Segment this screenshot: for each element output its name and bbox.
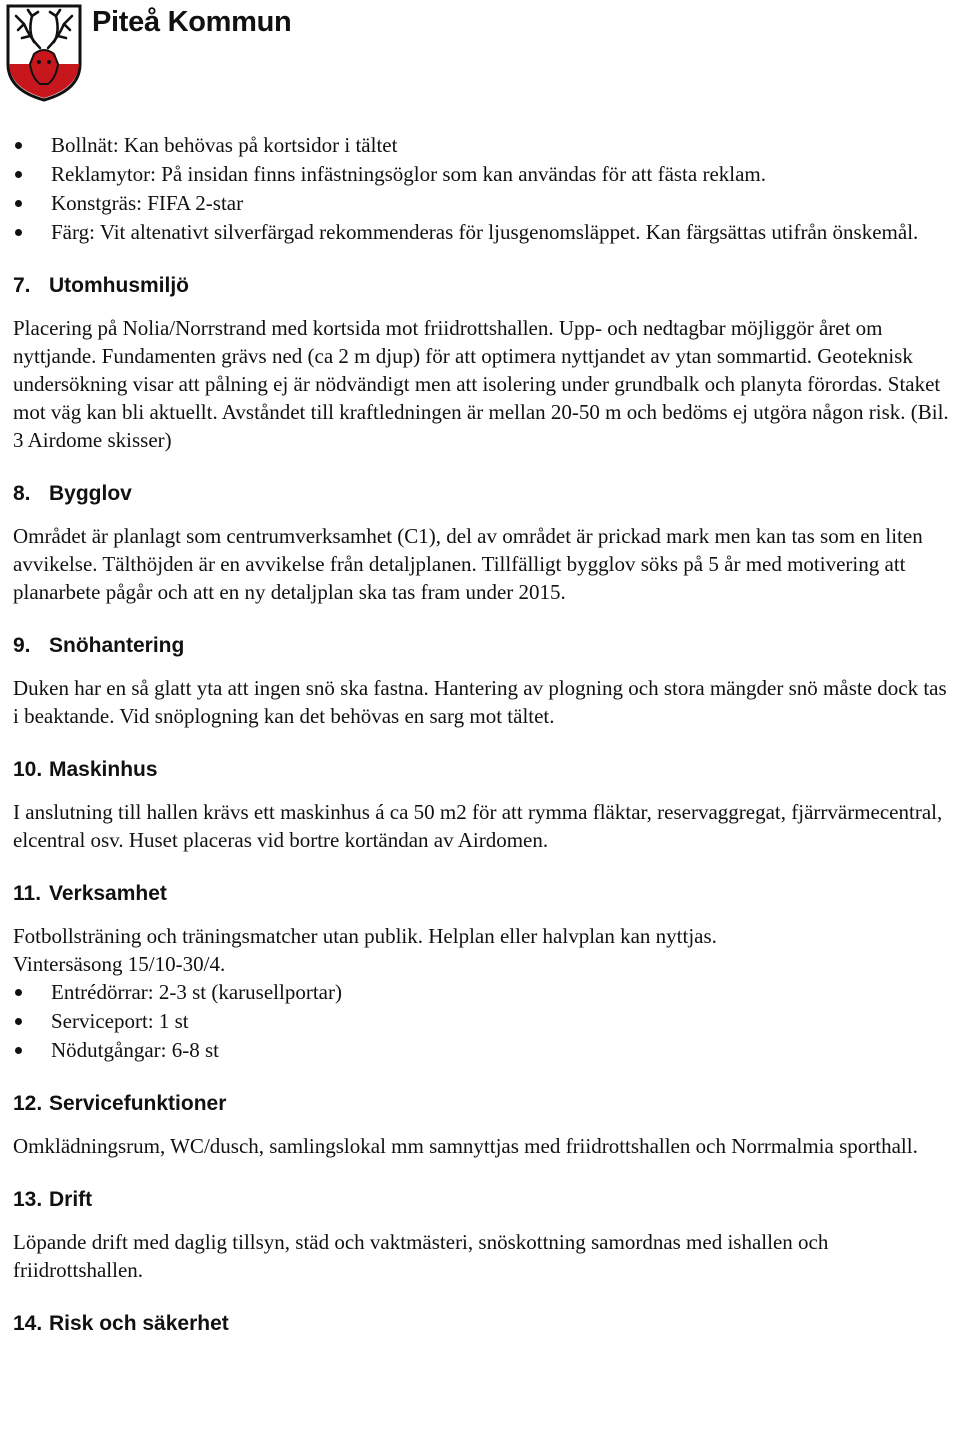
section-title: Verksamhet [49,882,167,905]
section-bygglov [13,480,951,606]
section-heading [13,272,951,300]
section-paragraph: Omklädningsrum, WC/dusch, samlingslokal mm samnyttjas med friidrottshallen och Norrmalmia sporthall. [13,1134,918,1158]
org-name: Piteå Kommun [92,6,292,38]
section-paragraph: Fotbollsträning och träningsmatcher utan publik. Helplan eller halvplan kan nyttjas. [13,924,717,948]
section-paragraph: I anslutning till hallen krävs ett maskinhus á ca 50 m2 för att rymma fläktar, reservaggregat, fjärrvärmecentral, elcentral osv. Huset placeras vid bortre kortändan av Airdomen. [13,800,943,852]
section-heading [13,880,951,908]
list-item: Färg: Vit altenativt silverfärgad rekommenderas för ljusgenomsläppet. Kan färgsättas utifrån önskemål. [13,218,951,246]
section-number: 10. [13,758,43,781]
section-number: 9. [13,634,31,657]
section-heading [13,480,951,508]
section-title: Maskinhus [49,758,158,781]
section-maskinhus [13,756,951,854]
reindeer-crest-icon [4,2,84,102]
section-drift [13,1186,951,1284]
list-item: Bollnät: Kan behövas på kortsidor i tältet [13,131,951,159]
section-number: 13. [13,1188,43,1211]
document-body [13,131,951,1352]
list-item: Konstgräs: FIFA 2-star [13,189,951,217]
section-verksamhet [13,880,951,1064]
section-risk-och-sakerhet [13,1310,951,1338]
section-number: 8. [13,482,31,505]
list-item: Nödutgångar: 6-8 st [13,1036,951,1064]
section-utomhusmiljo [13,272,951,454]
section-heading [13,1310,951,1338]
section-number: 12. [13,1092,43,1115]
section-title: Drift [49,1188,93,1211]
list-item: Serviceport: 1 st [13,1007,951,1035]
section-heading [13,1186,951,1214]
section-heading [13,632,951,660]
section-heading [13,1090,951,1118]
section-title: Snöhantering [49,634,185,657]
section-servicefunktioner [13,1090,951,1160]
verksamhet-bullet-list [13,978,951,1064]
page-header [4,2,404,102]
section-title: Servicefunktioner [49,1092,227,1115]
section-paragraph: Löpande drift med daglig tillsyn, städ och vaktmästeri, snöskottning samordnas med ishallen och friidrottshallen. [13,1230,829,1282]
section-title: Utomhusmiljö [49,274,189,297]
section-snohantering [13,632,951,730]
section-title: Risk och säkerhet [49,1312,229,1335]
section-number: 11. [13,882,42,905]
intro-bullet-list [13,131,951,246]
section-paragraph: Området är planlagt som centrumverksamhet (C1), del av området är prickad mark men kan tas som en liten avvikelse. Tälthöjden är en avvikelse från detaljplanen. Tillfälligt bygglov söks på 5 år med motivering att planarbete pågår och att en ny detaljplan ska tas fram under 2015. [13,524,923,604]
section-heading [13,756,951,784]
section-number: 7. [13,274,31,297]
section-paragraph: Duken har en så glatt yta att ingen snö ska fastna. Hantering av plogning och stora mängder snö måste dock tas i beaktande. Vid snöplogning kan det behövas en sarg mot tältet. [13,676,947,728]
section-paragraph: Vintersäsong 15/10-30/4. [13,952,226,976]
list-item: Reklamytor: På insidan finns infästningsöglor som kan användas för att fästa reklam. [13,160,951,188]
list-item: Entrédörrar: 2-3 st (karusellportar) [13,978,951,1006]
section-title: Bygglov [49,482,132,505]
section-number: 14. [13,1312,43,1335]
section-paragraph: Placering på Nolia/Norrstrand med kortsida mot friidrottshallen. Upp- och nedtagbar möjliggör året om nyttjande. Fundamenten grävs ned (ca 2 m djup) för att optimera nyttjandet av ytan sommartid. Geoteknisk undersökning visar att pålning ej är nödvändigt men att isolering under grundbalk och planyta förordas. Staket mot väg kan bli aktuellt. Avståndet till kraftledningen är mellan 20-50 m och bedöms ej utgöra någon risk. (Bil. 3 Airdome skisser) [13,316,949,452]
